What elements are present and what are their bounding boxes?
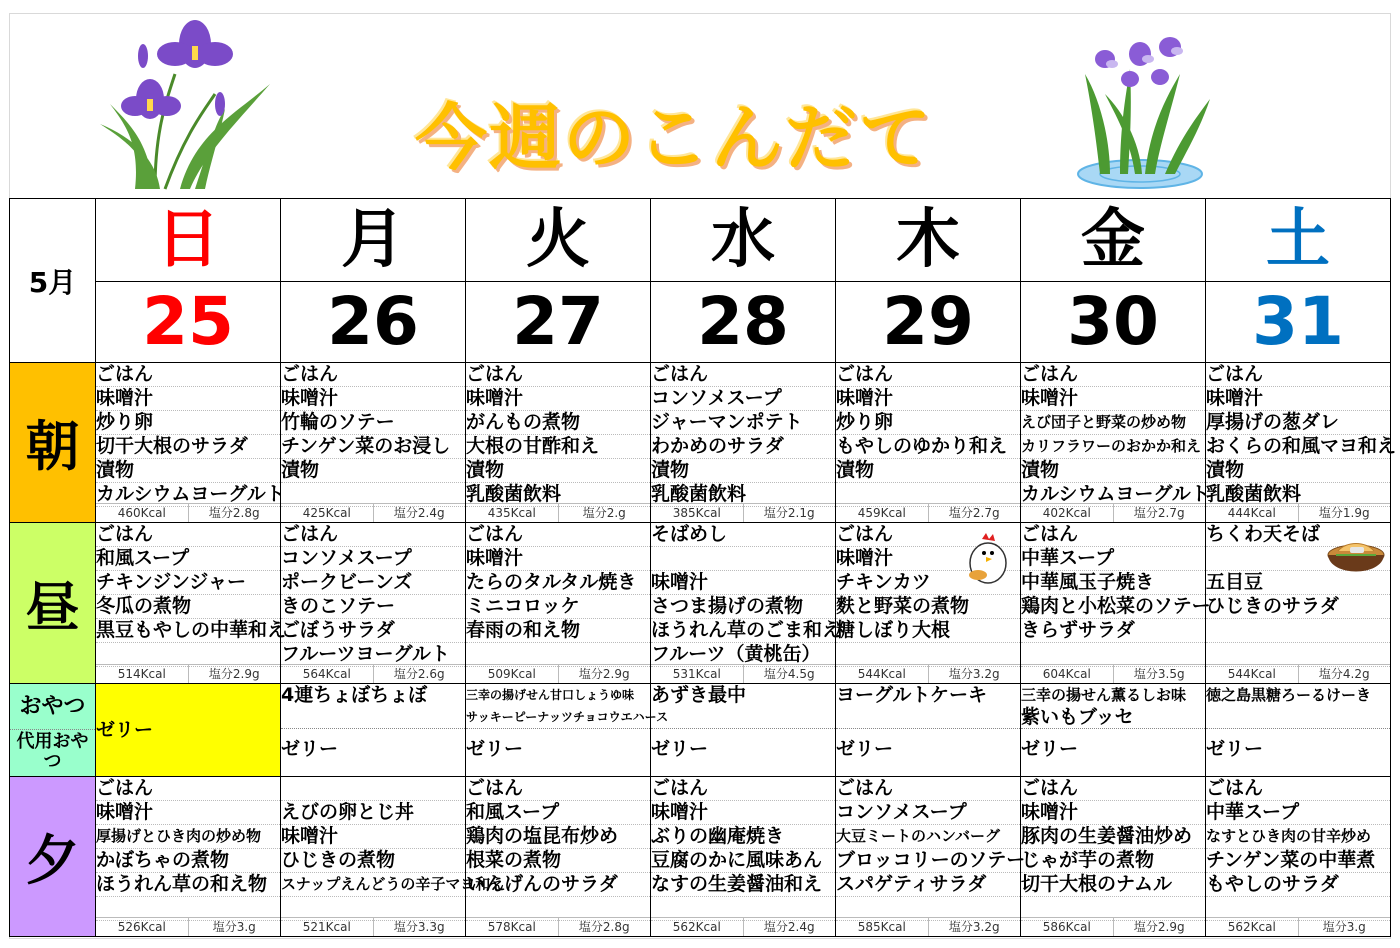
nutrition-footer: [1206, 503, 1390, 522]
lunch-row: [10, 523, 1391, 684]
iris-pond-icon: [1070, 19, 1220, 194]
date-fri: 30: [1021, 282, 1206, 363]
salt-value: 塩分3.2g: [928, 918, 1021, 936]
dinner-row: [10, 777, 1391, 937]
menu-item: ひじきの煮物: [281, 849, 465, 873]
menu-item: ジャーマンポテト: [651, 411, 835, 435]
menu-item: [281, 777, 465, 801]
salt-value: 塩分3.2g: [928, 665, 1021, 683]
menu-item: 漬物: [1206, 459, 1390, 483]
menu-item: 炒り卵: [836, 411, 1020, 435]
menu-item: 五目豆: [1206, 571, 1390, 595]
menu-item: えびの卵とじ丼: [281, 801, 465, 825]
salt-value: 塩分3.g: [1298, 918, 1391, 936]
page-title: 今週のこんだて: [415, 96, 934, 180]
menu-item: ごはん: [836, 363, 1020, 387]
menu-item: 糖しぼり大根: [836, 619, 1020, 643]
dow-sun: 日: [96, 199, 281, 282]
calorie-value: 521Kcal: [302, 920, 351, 934]
date-thu: 29: [836, 282, 1021, 363]
menu-item: 味噌汁: [1021, 387, 1205, 411]
calorie-value: 544Kcal: [1227, 667, 1276, 681]
soba-bowl-icon: [1326, 533, 1386, 587]
menu-item: スパゲティサラダ: [836, 873, 1020, 897]
dinner-cell: [466, 777, 651, 937]
menu-item: 和風スープ: [466, 801, 650, 825]
menu-item: 味噌汁: [836, 387, 1020, 411]
menu-item: 味噌汁: [96, 387, 280, 411]
calorie-value: 385Kcal: [672, 506, 721, 520]
nutrition-footer: [281, 503, 465, 522]
menu-item: かぼちゃの煮物: [96, 849, 280, 873]
calorie-value: 435Kcal: [487, 506, 536, 520]
nutrition-footer: [836, 664, 1020, 683]
nutrition-footer: [466, 503, 650, 522]
snack-label-cell: [10, 684, 96, 777]
menu-item: 乳酸菌飲料: [466, 483, 650, 507]
menu-item: えび団子と野菜の炒め物: [1021, 411, 1205, 435]
date-wed: 28: [651, 282, 836, 363]
menu-item: ごはん: [1206, 363, 1390, 387]
dow-fri: 金: [1021, 199, 1206, 282]
snack-alt-item: ゼリー: [1021, 738, 1079, 760]
menu-item: おくらの和風マヨ和え: [1206, 435, 1397, 457]
snack-alt-item: ゼリー: [466, 738, 524, 760]
salt-value: 塩分4.5g: [743, 665, 836, 683]
snack-label: おやつ: [10, 684, 95, 730]
calorie-value: 585Kcal: [857, 920, 906, 934]
menu-item: フルーツヨーグルト: [281, 643, 465, 667]
breakfast-cell: [466, 363, 651, 523]
menu-item: 味噌汁: [651, 801, 835, 825]
lunch-cell: [836, 523, 1021, 684]
menu-item: 厚揚げとひき肉の炒め物: [96, 825, 280, 849]
menu-item: 中華スープ: [1206, 801, 1390, 825]
nutrition-footer: [466, 664, 650, 683]
snack-cell-sun: [96, 684, 281, 777]
salt-value: 塩分2.9g: [188, 665, 281, 683]
calorie-value: 562Kcal: [672, 920, 721, 934]
menu-item: そばめし: [651, 523, 835, 547]
calorie-value: 526Kcal: [117, 920, 166, 934]
menu-item: さつま揚げの煮物: [651, 595, 835, 619]
menu-item: フルーツ（黄桃缶）: [651, 643, 835, 667]
menu-item: もやしのゆかり和え: [836, 435, 1020, 459]
breakfast-cell: [836, 363, 1021, 523]
menu-item: 中華風玉子焼き: [1021, 571, 1205, 595]
menu-item: 鶏肉と小松菜のソテー: [1021, 595, 1211, 617]
lunch-cell: [96, 523, 287, 684]
month-label: 5月: [10, 199, 96, 363]
menu-item: ごはん: [281, 363, 465, 387]
snack-alt-item: ゼリー: [651, 738, 709, 760]
calorie-value: 564Kcal: [302, 667, 351, 681]
lunch-cell: [281, 523, 466, 684]
dinner-cell: [1021, 777, 1206, 937]
menu-item: なすの生姜醤油和え: [651, 873, 835, 897]
menu-item: 麩と野菜の煮物: [836, 595, 1020, 619]
menu-item: ごはん: [651, 363, 835, 387]
salt-value: 塩分2.7g: [1113, 504, 1206, 522]
menu-item: きらずサラダ: [1021, 619, 1205, 643]
menu-item: ポークビーンズ: [281, 571, 465, 595]
menu-item: ごはん: [96, 363, 280, 387]
snack-cell: [281, 684, 466, 777]
menu-item: 厚揚げの葱ダレ: [1206, 411, 1390, 435]
menu-item: 乳酸菌飲料: [1206, 483, 1390, 507]
nutrition-footer: [836, 503, 1020, 522]
menu-item: 味噌汁: [281, 387, 465, 411]
menu-item: わかめのサラダ: [651, 435, 835, 459]
lunch-cell: [1206, 523, 1391, 684]
menu-item: カルシウムヨーグルト: [96, 483, 285, 505]
calorie-value: 425Kcal: [302, 506, 351, 520]
menu-item: じゃが芋の煮物: [1021, 849, 1205, 873]
menu-item: 味噌汁: [466, 387, 650, 411]
menu-item: 炒り卵: [96, 411, 280, 435]
calorie-value: 586Kcal: [1042, 920, 1091, 934]
menu-item: ごはん: [466, 777, 650, 801]
menu-item: ごはん: [281, 523, 465, 547]
nutrition-footer: [651, 664, 835, 683]
date-sat: 31: [1206, 282, 1391, 363]
date-sun: 25: [96, 282, 281, 363]
salt-value: 塩分2.1g: [743, 504, 836, 522]
date-tue: 27: [466, 282, 651, 363]
calorie-value: 604Kcal: [1042, 667, 1091, 681]
nutrition-footer: [836, 917, 1020, 936]
menu-item: コンソメスープ: [651, 387, 835, 411]
nutrition-footer: [1021, 917, 1205, 936]
menu-item: 味噌汁: [466, 547, 650, 571]
nutrition-footer: [1021, 503, 1205, 522]
breakfast-cell: [651, 363, 836, 523]
breakfast-label: 朝: [10, 363, 96, 523]
menu-item: 味噌汁: [281, 825, 465, 849]
menu-item: なすとひき肉の甘辛炒め: [1206, 825, 1390, 849]
nutrition-footer: [1206, 917, 1390, 936]
calorie-value: 531Kcal: [672, 667, 721, 681]
salt-value: 塩分2.g: [558, 504, 651, 522]
menu-item: チンゲン菜の中華煮: [1206, 849, 1390, 873]
menu-item: 中華スープ: [1021, 547, 1205, 571]
menu-item: ごぼうサラダ: [281, 619, 465, 643]
calorie-value: 509Kcal: [487, 667, 536, 681]
menu-item: たらのタルタル焼き: [466, 571, 650, 595]
dinner-cell: [1206, 777, 1391, 937]
calorie-value: 444Kcal: [1227, 506, 1276, 520]
menu-item: 漬物: [96, 459, 280, 483]
menu-item: 切干大根のサラダ: [96, 435, 280, 459]
menu-item: 和風スープ: [96, 547, 280, 571]
snack-item: 三幸の揚せん薫るしお味: [1021, 686, 1187, 704]
menu-item: ごはん: [466, 523, 650, 547]
snack-alt-label: 代用おやつ: [16, 731, 89, 772]
nutrition-footer: [466, 917, 650, 936]
nutrition-footer: [1021, 664, 1205, 683]
salt-value: 塩分4.2g: [1298, 665, 1391, 683]
nutrition-footer: [651, 917, 835, 936]
menu-item: ごはん: [1021, 523, 1205, 547]
menu-item: いんげんのサラダ: [466, 873, 650, 897]
snack-item-group: [466, 684, 669, 729]
menu-item: 豚肉の生姜醤油炒め: [1021, 825, 1205, 849]
snack-item: 徳之島黒糖ろーるけーき: [1206, 684, 1390, 729]
iris-flower-icon: [95, 14, 275, 194]
menu-item: 漬物: [1021, 459, 1205, 483]
menu-item: ひじきのサラダ: [1206, 595, 1390, 619]
nutrition-footer: [1206, 664, 1390, 683]
salt-value: 塩分2.4g: [373, 504, 466, 522]
salt-value: 塩分3.g: [188, 918, 281, 936]
menu-item: [651, 547, 835, 571]
menu-item: ぶりの幽庵焼き: [651, 825, 835, 849]
menu-item: 漬物: [281, 459, 465, 483]
snack-row: [10, 684, 1391, 777]
dinner-cell: [651, 777, 836, 937]
salt-value: 塩分1.9g: [1298, 504, 1391, 522]
menu-item: がんもの煮物: [466, 411, 650, 435]
nutrition-footer: [281, 917, 465, 936]
menu-item: ごはん: [96, 523, 280, 547]
breakfast-cell: [96, 363, 285, 523]
dow-tue: 火: [466, 199, 651, 282]
dow-sat: 土: [1206, 199, 1391, 282]
menu-item: ほうれん草のごま和え: [651, 619, 842, 641]
menu-item: 大根の甘酢和え: [466, 435, 650, 459]
nutrition-footer: [96, 503, 280, 522]
snack-item: サッキーピーナッツチョコウエハース: [466, 710, 669, 724]
menu-item: きのこソテー: [281, 595, 465, 619]
menu-item: 味噌汁: [651, 571, 835, 595]
menu-item: 味噌汁: [1021, 801, 1205, 825]
menu-item: ほうれん草の和え物: [96, 873, 280, 897]
menu-item: カルシウムヨーグルト: [1021, 483, 1210, 505]
breakfast-cell: [1206, 363, 1397, 523]
salt-value: 塩分2.9g: [558, 665, 651, 683]
lunch-label: 昼: [10, 523, 96, 684]
salt-value: 塩分2.8g: [188, 504, 281, 522]
snack-item: ヨーグルトケーキ: [836, 684, 1020, 729]
menu-item: もやしのサラダ: [1206, 873, 1390, 897]
menu-item: 竹輪のソテー: [281, 411, 465, 435]
snack-cell: [466, 684, 669, 777]
nutrition-footer: [281, 664, 465, 683]
chicken-icon: [958, 529, 1016, 587]
menu-item: ミニコロッケ: [466, 595, 650, 619]
nutrition-footer: [651, 503, 835, 522]
menu-item: 豆腐のかに風味あん: [651, 849, 835, 873]
breakfast-cell: [281, 363, 466, 523]
menu-item: 鶏肉の塩昆布炒め: [466, 825, 650, 849]
snack-cell: [1021, 684, 1206, 777]
date-mon: 26: [281, 282, 466, 363]
menu-item: 冬瓜の煮物: [96, 595, 280, 619]
salt-value: 塩分2.8g: [558, 918, 651, 936]
menu-item: ごはん: [466, 363, 650, 387]
salt-value: 塩分2.7g: [928, 504, 1021, 522]
calorie-value: 460Kcal: [117, 506, 166, 520]
dow-wed: 水: [651, 199, 836, 282]
header: [10, 14, 1390, 198]
snack-cell: [1206, 684, 1391, 777]
menu-item: 乳酸菌飲料: [651, 483, 835, 507]
menu-item: 味噌汁: [96, 801, 280, 825]
menu-item: ごはん: [1021, 363, 1205, 387]
dinner-cell: [836, 777, 1026, 937]
menu-item: 漬物: [836, 459, 1020, 483]
menu-item: ごはん: [1021, 777, 1205, 801]
calorie-value: 459Kcal: [857, 506, 906, 520]
calorie-value: 562Kcal: [1227, 920, 1276, 934]
salt-value: 塩分3.3g: [373, 918, 466, 936]
dow-mon: 月: [281, 199, 466, 282]
menu-item: チンゲン菜のお浸し: [281, 435, 465, 459]
menu-item: チキンジンジャー: [96, 571, 280, 595]
menu-item: [1206, 619, 1390, 643]
menu-item: 味噌汁: [836, 547, 1020, 571]
salt-value: 塩分2.9g: [1113, 918, 1206, 936]
menu-item: ごはん: [836, 777, 1020, 801]
menu-item: 黒豆もやしの中華和え: [96, 619, 287, 641]
breakfast-row: [10, 363, 1391, 523]
calorie-value: 402Kcal: [1042, 506, 1091, 520]
dinner-label: 夕: [10, 777, 96, 937]
menu-item: コンソメスープ: [281, 547, 465, 571]
menu-item: 漬物: [466, 459, 650, 483]
menu-item: 春雨の和え物: [466, 619, 650, 643]
snack-alt-item: ゼリー: [281, 738, 339, 760]
lunch-cell: [1021, 523, 1211, 684]
menu-item: スナップえんどうの辛子マヨ和え: [281, 873, 465, 897]
lunch-cell: [651, 523, 842, 684]
snack-item: 三幸の揚げせん甘口しょうゆ味: [466, 688, 635, 702]
menu-item: 切干大根のナムル: [1021, 873, 1205, 897]
snack-item: あずき最中: [651, 684, 835, 729]
menu-item: チキンカツ: [836, 571, 1020, 595]
calorie-value: 578Kcal: [487, 920, 536, 934]
nutrition-footer: [96, 917, 280, 936]
lunch-cell: [466, 523, 651, 684]
snack-cell: [836, 684, 1021, 777]
snack-item-group: [1021, 684, 1205, 729]
dow-thu: 木: [836, 199, 1021, 282]
snack-item: 紫いもブッセ: [1021, 706, 1134, 728]
menu-item: ごはん: [1206, 777, 1390, 801]
menu-item: ごはん: [836, 523, 1020, 547]
salt-value: 塩分2.4g: [743, 918, 836, 936]
menu-item: ごはん: [651, 777, 835, 801]
calorie-value: 544Kcal: [857, 667, 906, 681]
menu-item: ちくわ天そば: [1206, 523, 1390, 547]
snack-alt-item: ゼリー: [96, 719, 154, 741]
snack-alt-item: ゼリー: [836, 738, 894, 760]
menu-item: 漬物: [651, 459, 835, 483]
nutrition-footer: [96, 664, 280, 683]
salt-value: 塩分3.5g: [1113, 665, 1206, 683]
weekly-menu-table: [9, 198, 1397, 937]
salt-value: 塩分2.6g: [373, 665, 466, 683]
snack-cell: [651, 684, 836, 777]
menu-item: ごはん: [96, 777, 280, 801]
dinner-cell: [96, 777, 281, 937]
menu-item: カリフラワーのおかか和え: [1021, 435, 1205, 459]
calorie-value: 514Kcal: [117, 667, 166, 681]
menu-item: 根菜の煮物: [466, 849, 650, 873]
menu-sheet: [9, 13, 1397, 939]
snack-item: 4連ちょぼちょぼ: [281, 684, 465, 729]
menu-item: 大豆ミートのハンバーグ: [836, 825, 1020, 849]
menu-item: コンソメスープ: [836, 801, 1020, 825]
snack-alt-item: ゼリー: [1206, 738, 1264, 760]
menu-item: 味噌汁: [1206, 387, 1390, 411]
menu-item: ブロッコリーのソテー: [836, 849, 1026, 871]
breakfast-cell: [1021, 363, 1210, 523]
